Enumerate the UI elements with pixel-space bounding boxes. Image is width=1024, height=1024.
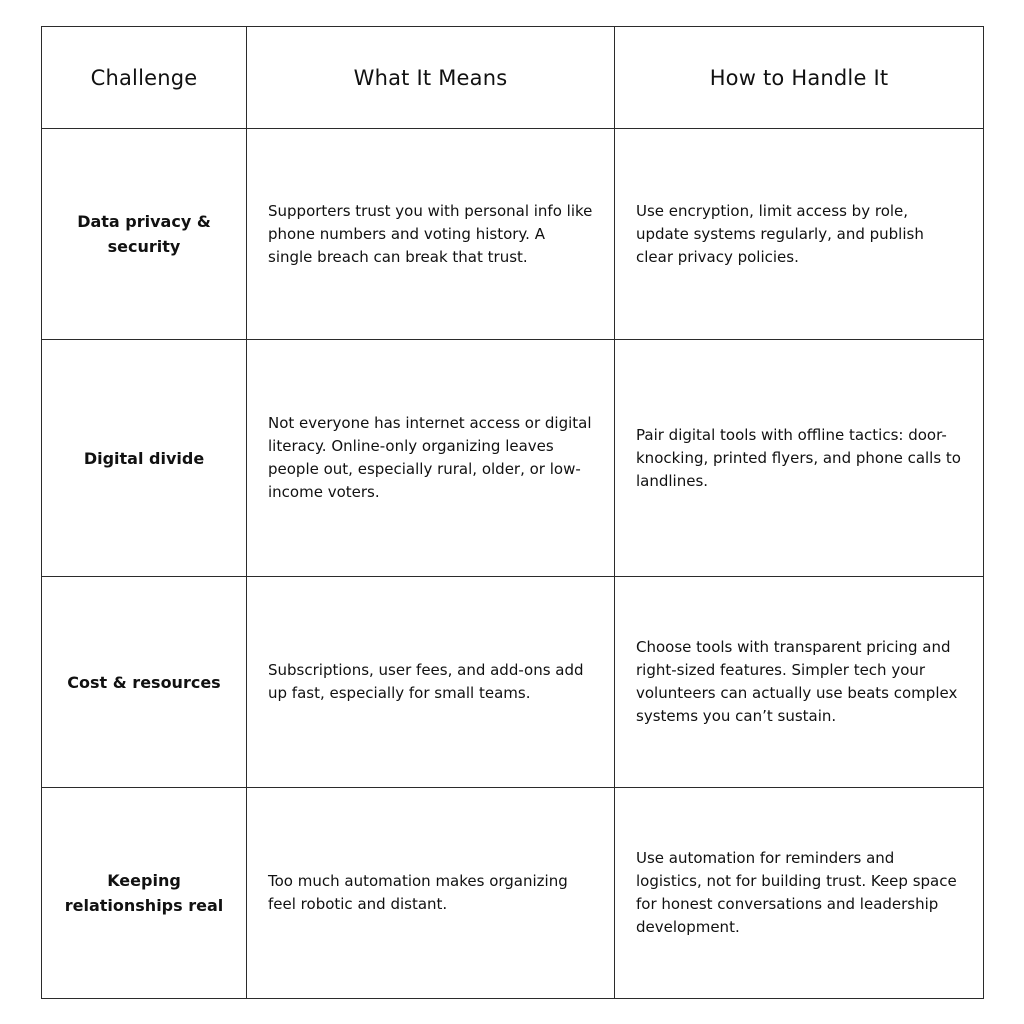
handling-cell: Use automation for reminders and logistics, not for building trust. Keep space for honest conversations and leadership development. (615, 788, 984, 999)
table-header (42, 27, 984, 129)
meaning-cell: Too much automation makes organizing feel robotic and distant. (247, 788, 615, 999)
challenge-cell: Digital divide (42, 340, 247, 577)
header-row (42, 27, 984, 129)
challenge-text: Keeping relationships real (64, 871, 224, 915)
meaning-cell: Supporters trust you with personal info like phone numbers and voting history. A single breach can break that trust. (247, 129, 615, 340)
table-row (42, 129, 984, 340)
meaning-cell: Subscriptions, user fees, and add-ons add up fast, especially for small teams. (247, 577, 615, 788)
header-how-to-handle-it: How to Handle It (615, 27, 984, 129)
table-body (42, 129, 984, 999)
handling-cell: Pair digital tools with offline tactics: door-knocking, printed flyers, and phone calls to landlines. (615, 340, 984, 577)
header-challenge: Challenge (42, 27, 247, 129)
header-what-it-means: What It Means (247, 27, 615, 129)
challenge-cell: Cost & resources (42, 577, 247, 788)
handling-cell: Use encryption, limit access by role, update systems regularly, and publish clear privacy policies. (615, 129, 984, 340)
table-row (42, 340, 984, 577)
challenge-text: Data privacy & security (77, 212, 211, 256)
challenge-cell (42, 129, 247, 340)
challenge-cell (42, 788, 247, 999)
challenges-table (41, 26, 984, 999)
handling-cell: Choose tools with transparent pricing and right-sized features. Simpler tech your volunteers can actually use beats complex systems you can’t sustain. (615, 577, 984, 788)
meaning-cell: Not everyone has internet access or digital literacy. Online-only organizing leaves people out, especially rural, older, or low-income voters. (247, 340, 615, 577)
table-row (42, 577, 984, 788)
table-row (42, 788, 984, 999)
